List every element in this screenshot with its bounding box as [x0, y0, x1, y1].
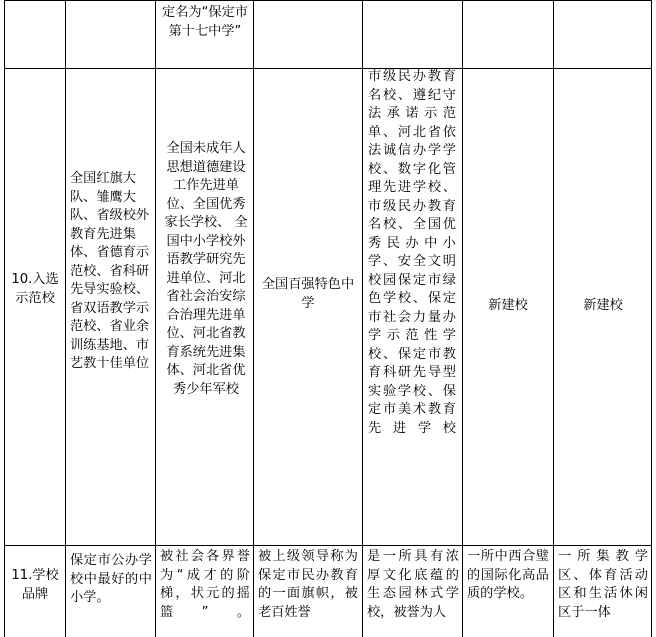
row11-school4-brand: 是一所具有浓厚文化底蕴的生态园林式学校，被誉为人: [367, 549, 459, 620]
row11-label: 11.学校品牌: [11, 568, 59, 602]
row10-label: 10.入选示范校: [11, 272, 59, 306]
row10-school4-honors: 市级民办教育名校、遵纪守法承诺示范单、河北省依法诚信办学学校、数字化管理先进学校、市级民办教育名校、全国优秀民办中小学、安全文明校园保定市绿色学校、保定市社会力量办学示范性学校、保定市教育科研先导型实验学校、保定市美术教育先进学校: [368, 69, 456, 436]
row11-school2-brand: 被社会各界誉为“成才的阶梯，状元的摇篮”。: [160, 549, 250, 620]
table-rule-top: [4, 0, 652, 1]
row10-school2-honors: 全国未成年人思想道德建设工作先进单位、全国优秀家长学校、 全国中小学校外语教学研究先进单位、河北省社会治安综合治理先进单位、河北省教育系统先进集体、河北省优秀少年军校: [164, 141, 248, 397]
row11-school3-brand: 被上级领导称为保定市民办教育的一面旗帜，被老百姓誉: [258, 549, 358, 620]
row11-school6-brand: 一所集教学区、体育活动区和生活休闲区于一体: [558, 549, 648, 620]
row10-school5-honors: 新建校: [488, 298, 528, 313]
table-rule-col1: [65, 0, 66, 637]
table-rule-col4: [362, 0, 363, 637]
table-rule-row11-top: [4, 545, 652, 546]
table-rule-col3: [253, 0, 254, 637]
row10-school6-honors: 新建校: [583, 298, 623, 313]
row10-school3-honors: 全国百强特色中学: [261, 277, 355, 311]
row9-school2-naming: 定名为“保定市第十七中学”: [162, 5, 248, 39]
table-rule-col6: [553, 0, 554, 637]
row11-school1-brand: 保定市公办学校中最好的中小学。: [70, 553, 152, 605]
table-rule-col5: [462, 0, 463, 637]
table-rule-right: [651, 0, 652, 637]
table-rule-row10-top: [4, 68, 652, 69]
row10-school1-honors: 全国红旗大队、雏鹰大队、省级校外教育先进集体、省德育示范校、省科研先导实验校、省双语教学示范校、省业余训练基地、市艺教十佳单位: [70, 171, 150, 371]
table-rule-col2: [155, 0, 156, 637]
table-rule-col0: [4, 0, 5, 637]
row11-school5-brand: 一所中西合璧的国际化高品质的学校。: [467, 549, 549, 601]
